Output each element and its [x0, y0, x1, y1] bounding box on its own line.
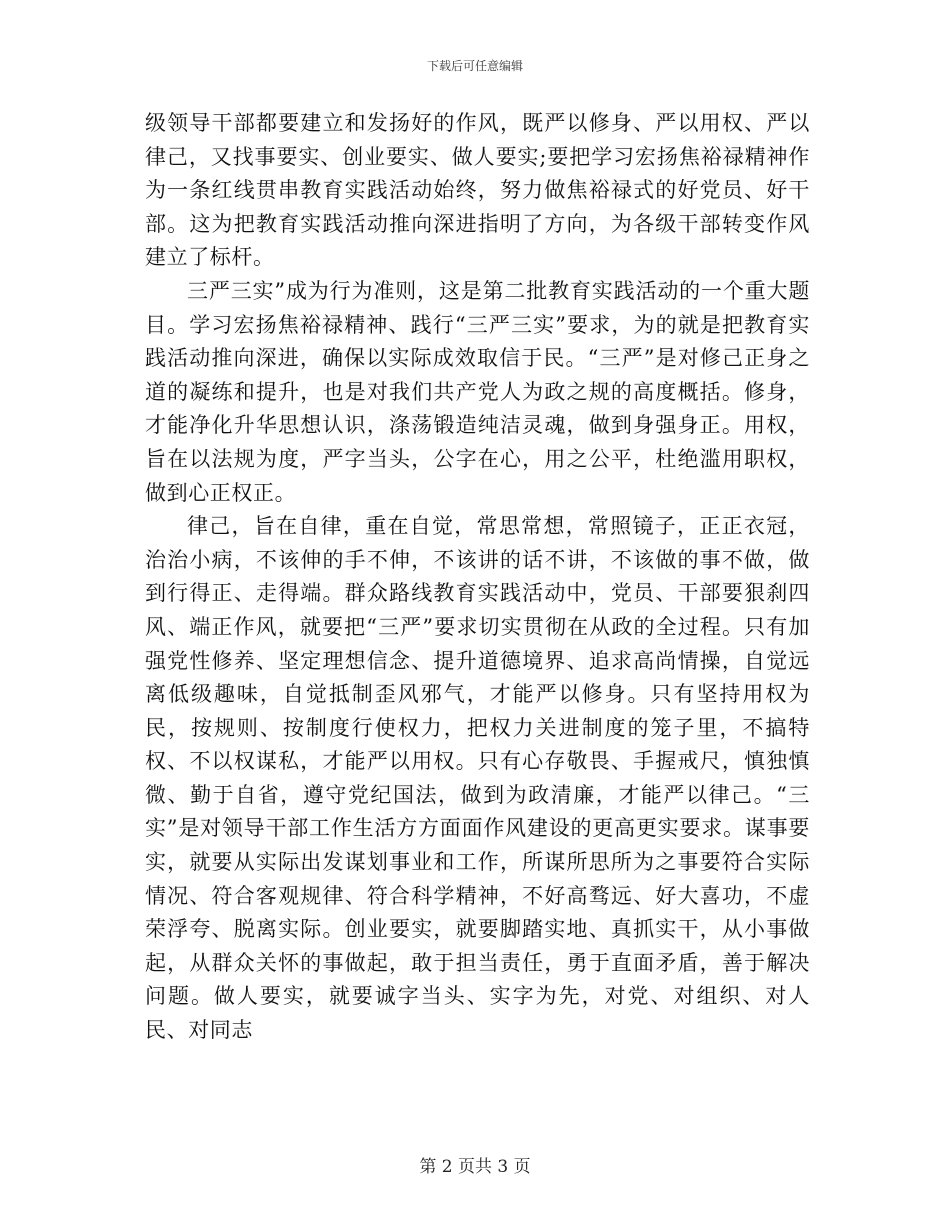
paragraph-three-strict-three-solid: 三严三实”成为行为准则，这是第二批教育实践活动的一个重大题目。学习宏扬焦裕禄精神、践行“三严三实”要求，为的就是把教育实践活动推向深进，确保以实际成效取信于民。“三严”是对修己正身之道的凝练和提升，也是对我们共产党人为政之规的高度概括。修身，才能净化升华思想认识，涤荡锻造纯洁灵魂，做到身强身正。用权，旨在以法规为度，严字当头，公字在心，用之公平，杜绝滥用职权，做到心正权正。 [145, 278, 810, 505]
paragraph-self-discipline: 律己，旨在自律，重在自觉，常思常想，常照镜子，正正衣冠，治治小病，不该伸的手不伸，不该讲的话不讲，不该做的事不做，做到行得正、走得端。群众路线教育实践活动中，党员、干部要狠刹四风、端正作风，就要把“三严”要求切实贯彻在从政的全过程。只有加强党性修养、坚定理想信念、提升道德境界、追求高尚情操，自觉远离低级趣味，自觉抵制歪风邪气，才能严以修身。只有坚持用权为民，按规则、按制度行使权力，把权力关进制度的笼子里，不搞特权、不以权谋私，才能严以用权。只有心存敬畏、手握戒尺，慎独慎微、勤于自省，遵守党纪国法，做到为政清廉，才能严以律己。“三实”是对领导干部工作生活方方面面作风建设的更高更实要求。谋事要实，就要从实际出发谋划事业和工作，所谋所思所为之事要符合实际情况、符合客观规律、符合科学精神，不好高骛远、好大喜功，不虚荣浮夸、脱离实际。创业要实，就要脚踏实地、真抓实干，从小事做起，从群众关怀的事做起，敢于担当责任，勇于直面矛盾，善于解决问题。做人要实，就要诚字当头、实字为先，对党、对组织、对人民、对同志 [145, 514, 810, 1043]
document-body [145, 107, 810, 1048]
paragraph-continued: 级领导干部都要建立和发扬好的作风，既严以修身、严以用权、严以律己，又找事要实、创业要实、做人要实;要把学习宏扬焦裕禄精神作为一条红线贯串教育实践活动始终，努力做焦裕禄式的好党员、好干部。这为把教育实践活动推向深进指明了方向，为各级干部转变作风建立了标杆。 [145, 111, 810, 270]
page-number: 第 2 页共 3 页 [419, 1157, 531, 1177]
page-header-note: 下载后可任意编辑 [426, 59, 523, 73]
